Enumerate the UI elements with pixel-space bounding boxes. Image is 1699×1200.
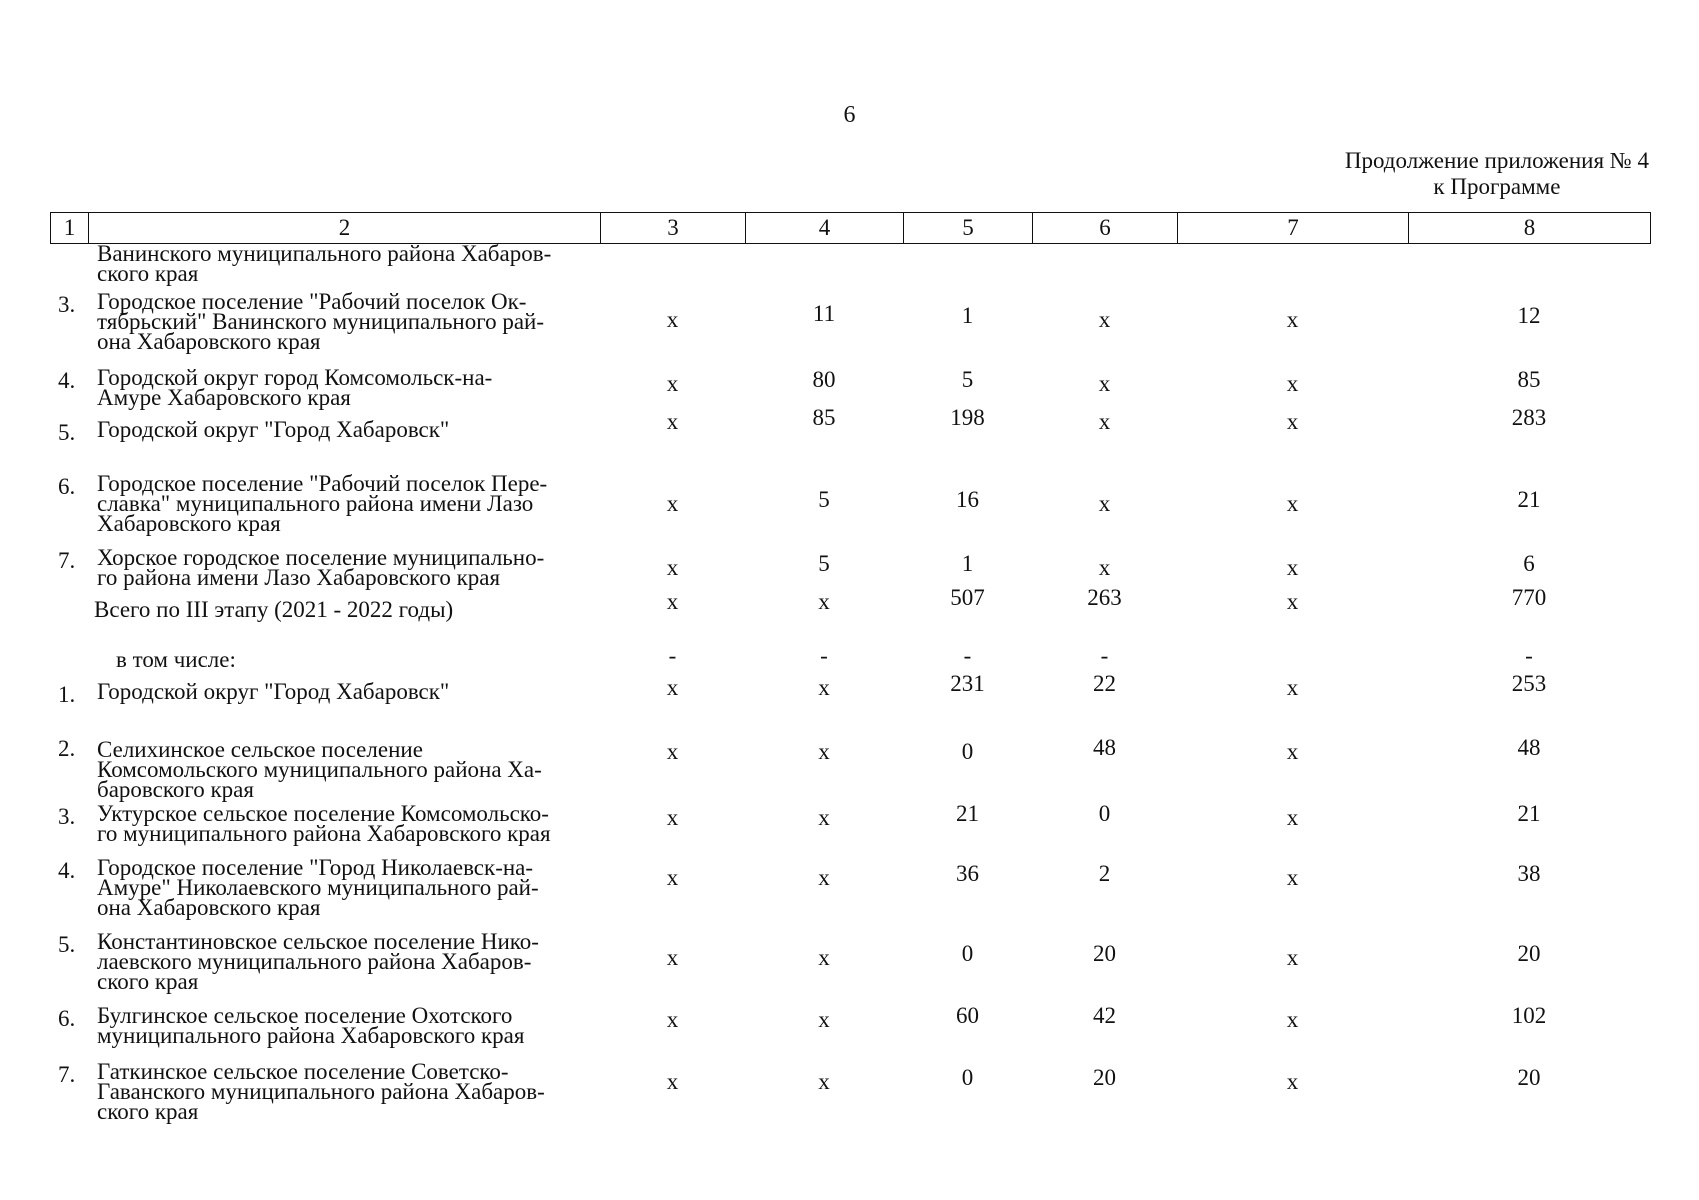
- cell-col4: х: [818, 675, 830, 700]
- row-name: Городской округ "Город Хабаровск": [97, 679, 450, 704]
- cell-col7: х: [1286, 1007, 1299, 1032]
- cell-col6: х: [1098, 307, 1111, 332]
- cell-col3: х: [666, 371, 679, 396]
- cell-col4: х: [818, 805, 830, 830]
- cell-col3: х: [666, 1069, 679, 1094]
- cell-col4: 80: [812, 367, 836, 392]
- cell-col5: 0: [961, 739, 974, 764]
- cell-col5: 1: [961, 303, 974, 328]
- row-name: Городской округ город Комсомольск-на- Амуре Хабаровского края: [97, 365, 493, 410]
- column-header-6: 6: [1033, 213, 1178, 244]
- cell-col3: х: [666, 865, 679, 890]
- cell-col3: -: [668, 643, 677, 668]
- row-name: Городское поселение "Город Николаевск-на- Амуре" Николаевского муниципального рай- она Хабаровского края: [97, 855, 539, 920]
- row-number: 3.: [58, 804, 76, 829]
- cell-col8: 12: [1517, 303, 1541, 328]
- cell-col8: 770: [1511, 585, 1547, 610]
- row-name: Всего по III этапу (2021 - 2022 годы): [94, 597, 454, 622]
- cell-col6: 22: [1093, 671, 1116, 696]
- row-number: 6.: [58, 474, 76, 499]
- column-header-7: 7: [1178, 213, 1409, 244]
- cell-col7: х: [1286, 865, 1299, 890]
- cell-col5: 16: [956, 487, 979, 512]
- row-number: 5.: [58, 932, 76, 957]
- column-header-row: [51, 213, 1651, 244]
- appendix-note-line1: Продолжение приложения № 4: [1344, 148, 1649, 173]
- cell-col7: х: [1286, 371, 1299, 396]
- cell-col6: х: [1098, 409, 1111, 434]
- row-name: Гаткинское сельское поселение Советско- Гаванского муниципального района Хабаров- ского края: [97, 1059, 545, 1124]
- cell-col3: х: [666, 555, 679, 580]
- row-name: Городское поселение "Рабочий поселок Ок- тябрьский" Ванинского муниципального рай- она Хабаровского края: [97, 289, 545, 354]
- row-number: 5.: [58, 420, 76, 445]
- cell-col8: 253: [1511, 671, 1547, 696]
- page-number: 6: [843, 102, 856, 128]
- cell-col4: х: [818, 589, 830, 614]
- column-header-5: 5: [904, 213, 1033, 244]
- appendix-note-line2: к Программе: [1433, 174, 1561, 199]
- cell-col5: 231: [950, 671, 985, 696]
- column-header-1: 1: [51, 213, 89, 244]
- cell-col5: 60: [956, 1003, 979, 1028]
- column-header-4: 4: [746, 213, 904, 244]
- cell-col8: 48: [1517, 735, 1541, 760]
- cell-col8: 283: [1511, 405, 1547, 430]
- column-header-2: 2: [89, 213, 601, 244]
- cell-col4: х: [818, 865, 830, 890]
- cell-col5: 21: [956, 801, 979, 826]
- cell-col4: 85: [812, 405, 836, 430]
- cell-col6: х: [1098, 491, 1111, 516]
- cell-col6: -: [1100, 643, 1109, 668]
- cell-col3: х: [666, 491, 679, 516]
- cell-col6: 20: [1093, 941, 1116, 966]
- cell-col6: 48: [1093, 735, 1116, 760]
- cell-col7: х: [1286, 1069, 1299, 1094]
- cell-col7: х: [1286, 805, 1299, 830]
- cell-col3: х: [666, 675, 679, 700]
- cell-col5: 5: [961, 367, 974, 392]
- cell-col7: х: [1286, 409, 1299, 434]
- cell-col6: 42: [1093, 1003, 1116, 1028]
- row-name: Константиновское сельское поселение Нико- лаевского муниципального района Хабаров- ского края: [97, 929, 539, 994]
- cell-col5: 0: [961, 1065, 974, 1090]
- column-header-3: 3: [601, 213, 746, 244]
- row-name: Булгинское сельское поселение Охотского муниципального района Хабаровского края: [97, 1003, 525, 1048]
- row-number: 2.: [58, 736, 76, 761]
- cell-col4: х: [818, 1007, 830, 1032]
- cell-col6: 20: [1093, 1065, 1116, 1090]
- cell-col6: 0: [1098, 801, 1111, 826]
- cell-col8: -: [1525, 643, 1533, 668]
- cell-col3: х: [666, 805, 679, 830]
- cell-col6: 263: [1087, 585, 1122, 610]
- cell-col7: х: [1286, 739, 1299, 764]
- cell-col8: 102: [1511, 1003, 1547, 1028]
- cell-col7: х: [1286, 307, 1299, 332]
- row-number: 4.: [58, 858, 76, 883]
- cell-col5: 36: [956, 861, 979, 886]
- row-name: Селихинское сельское поселение Комсомольского муниципального района Ха- баровского края: [97, 737, 542, 802]
- cell-col7: х: [1286, 555, 1299, 580]
- cell-col8: 20: [1517, 1065, 1541, 1090]
- row-name: Городское поселение "Рабочий поселок Пере- славка" муниципального района имени Лазо Хабаровского края: [97, 471, 548, 536]
- cell-col3: х: [666, 1007, 679, 1032]
- row-name: в том числе:: [116, 647, 236, 672]
- column-header-table: [50, 212, 1651, 244]
- cell-col6: х: [1098, 371, 1111, 396]
- row-name: Городской округ "Город Хабаровск": [97, 417, 450, 442]
- cell-col7: х: [1286, 491, 1299, 516]
- cell-col3: х: [666, 307, 679, 332]
- cell-col7: х: [1286, 675, 1299, 700]
- row-name: Ванинского муниципального района Хабаров- ского края: [97, 241, 552, 286]
- cell-col5: -: [963, 643, 972, 668]
- cell-col7: х: [1286, 945, 1299, 970]
- cell-col3: х: [666, 409, 679, 434]
- cell-col4: х: [818, 945, 830, 970]
- cell-col3: х: [666, 945, 679, 970]
- cell-col7: х: [1286, 589, 1299, 614]
- row-name: Уктурское сельское поселение Комсомольско- го муниципального района Хабаровского края: [97, 801, 551, 846]
- cell-col8: 38: [1517, 861, 1541, 886]
- cell-col6: 2: [1098, 861, 1111, 886]
- row-number: 4.: [58, 368, 76, 393]
- cell-col6: х: [1098, 555, 1111, 580]
- row-number: 7.: [58, 548, 76, 573]
- cell-col5: 198: [950, 405, 985, 430]
- cell-col8: 85: [1517, 367, 1541, 392]
- cell-col4: х: [818, 1069, 830, 1094]
- cell-col3: х: [666, 739, 679, 764]
- row-name: Хорское городское поселение муниципально- го района имени Лазо Хабаровского края: [97, 545, 545, 590]
- cell-col3: х: [666, 589, 679, 614]
- row-number: 3.: [58, 292, 76, 317]
- cell-col4: х: [818, 739, 830, 764]
- cell-col4: 11: [812, 301, 836, 326]
- cell-col5: 507: [950, 585, 985, 610]
- cell-col8: 6: [1523, 551, 1535, 576]
- cell-col8: 21: [1517, 487, 1541, 512]
- cell-col8: 21: [1517, 801, 1541, 826]
- row-number: 7.: [58, 1062, 76, 1087]
- cell-col5: 1: [961, 551, 974, 576]
- cell-col4: 5: [818, 551, 830, 576]
- cell-col8: 20: [1517, 941, 1541, 966]
- row-number: 1.: [58, 682, 76, 707]
- cell-col4: -: [820, 643, 828, 668]
- cell-col4: 5: [818, 487, 830, 512]
- cell-col5: 0: [961, 941, 974, 966]
- column-header-8: 8: [1409, 213, 1651, 244]
- row-number: 6.: [58, 1006, 76, 1031]
- appendix-note: [1345, 148, 1649, 200]
